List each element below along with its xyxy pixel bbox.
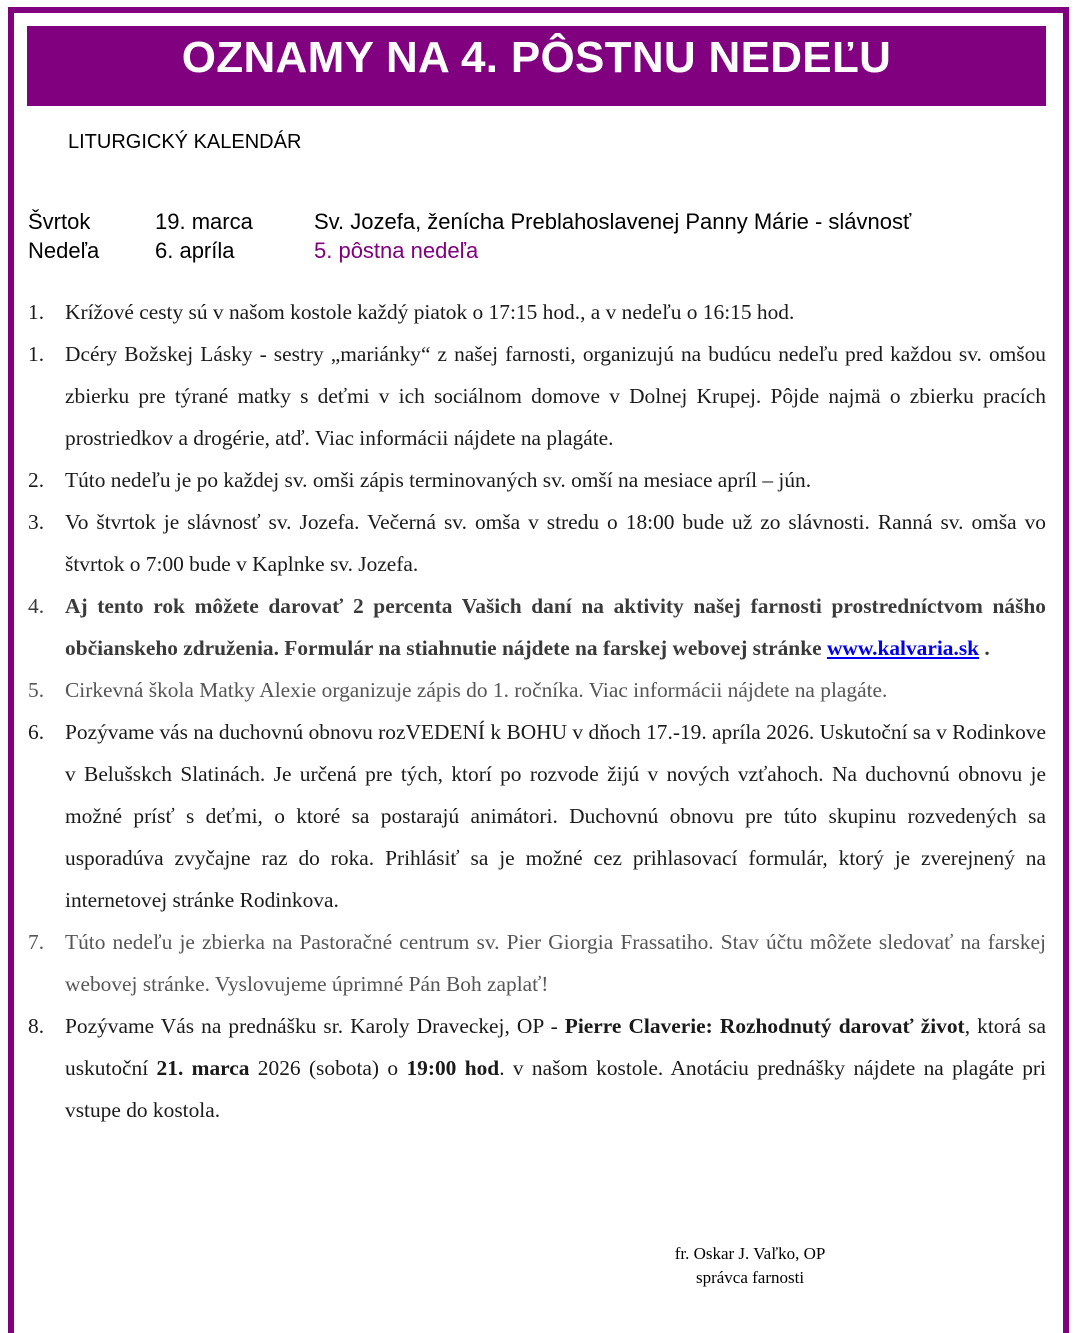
announcement-item xyxy=(28,459,1046,501)
announcement-number: 6. xyxy=(28,720,45,744)
page-title-text: OZNAMY NA 4. PÔSTNU NEDEĽU xyxy=(181,33,892,82)
announcements-list xyxy=(28,291,1046,1131)
calendar-date: 19. marca xyxy=(155,209,253,234)
calendar-row xyxy=(28,207,911,236)
announcement-item xyxy=(28,669,1046,711)
lecture-title: Pierre Claverie: Rozhodnutý darovať život xyxy=(564,1014,965,1038)
text-part: . v našom kostole. Anotáciu prednášky nájdete na plagáte pri vstupe do kostola. xyxy=(65,1056,1046,1122)
liturgical-calendar-heading: LITURGICKÝ KALENDÁR xyxy=(68,131,302,153)
page-title xyxy=(27,26,1046,106)
liturgical-calendar xyxy=(28,207,911,265)
announcement-text: Dcéry Božskej Lásky - sestry „mariánky“ z našej farnosti, organizujú na budúcu nedeľu pred každou sv. omšou zbierku pre týrané matky s deťmi v ich sociálnom domove v Dolnej Krupej. Pôjde najmä o zbierku pracích prostriedkov a drogérie, atď. Viac informácii nájdete na plagáte. xyxy=(65,342,1046,450)
signature-name: fr. Oskar J. Vaľko, OP xyxy=(674,1244,826,1263)
announcement-text: Krížové cesty sú v našom kostole každý piatok o 17:15 hod., a v nedeľu o 16:15 hod. xyxy=(65,300,795,324)
announcement-number: 4. xyxy=(28,594,45,618)
announcement-item xyxy=(28,711,1046,921)
announcement-text-end: . xyxy=(979,636,990,660)
announcement-text: Cirkevná škola Matky Alexie organizuje zápis do 1. ročníka. Viac informácii nájdete na plagáte. xyxy=(65,678,888,702)
text-part: , ktorá sa uskutoční xyxy=(65,1014,1046,1080)
signature-role: správca farnosti xyxy=(695,1268,805,1287)
announcement-number: 1. xyxy=(28,342,45,366)
announcement-number: 1. xyxy=(28,300,45,324)
announcement-number: 2. xyxy=(28,468,45,492)
announcement-item xyxy=(28,291,1046,333)
calendar-day: Nedeľa xyxy=(28,238,100,263)
calendar-event: Sv. Jozefa, ženícha Preblahoslavenej Panny Márie - slávnosť xyxy=(314,209,912,234)
announcement-number: 5. xyxy=(28,678,45,702)
announcement-text: Túto nedeľu je po každej sv. omši zápis terminovaných sv. omší na mesiace apríl – jún. xyxy=(65,468,812,492)
announcement-item xyxy=(28,333,1046,459)
signature xyxy=(600,1242,900,1290)
calendar-day: Švrtok xyxy=(28,209,91,234)
announcement-text: Vo štvrtok je slávnosť sv. Jozefa. Večerná sv. omša v stredu o 18:00 bude už zo slávnosti. Ranná sv. omša vo štvrtok o 7:00 bude v Kaplnke sv. Jozefa. xyxy=(65,510,1046,576)
text-part: Pozývame Vás na prednášku sr. Karoly Draveckej, OP - xyxy=(65,1014,565,1038)
announcement-item xyxy=(28,501,1046,585)
text-part: 2026 (sobota) o xyxy=(249,1056,407,1080)
announcement-text xyxy=(65,1005,1046,1131)
lecture-date: 21. marca xyxy=(156,1056,250,1080)
website-link[interactable]: www.kalvaria.sk xyxy=(826,636,980,660)
announcement-text xyxy=(65,585,1046,669)
calendar-event: 5. pôstna nedeľa xyxy=(314,238,479,263)
announcement-number: 3. xyxy=(28,510,45,534)
announcement-item xyxy=(28,1005,1046,1131)
announcement-text: Pozývame vás na duchovnú obnovu rozVEDENÍ k BOHU v dňoch 17.-19. apríla 2026. Uskutoční sa v Rodinkove v Belušskch Slatinách. Je určená pre tých, ktorí po rozvode žijú v nových vzťahoch. Na duchovnú obnovu je možné prísť s deťmi, o ktoré sa postarajú animátori. Duchovnú obnovu pre túto skupinu rozvedených sa usporadúva zvyčajne raz do roka. Prihlásiť sa je možné cez prihlasovací formulár, ktorý je zverejnený na internetovej stránke Rodinkova. xyxy=(65,720,1046,912)
lecture-time: 19:00 hod xyxy=(406,1056,500,1080)
announcement-number: 7. xyxy=(28,930,45,954)
calendar-row xyxy=(28,236,911,265)
announcement-item xyxy=(28,585,1046,669)
announcement-text-body: Aj tento rok môžete darovať 2 percenta Vašich daní na aktivity našej farnosti prostredníctvom nášho občianskeho združenia. Formulár na stiahnutie nájdete na farskej webovej stránke xyxy=(65,594,1046,660)
calendar-date: 6. apríla xyxy=(155,238,235,263)
announcement-text: Túto nedeľu je zbierka na Pastoračné centrum sv. Pier Giorgia Frassatiho. Stav účtu môžete sledovať na farskej webovej stránke. Vyslovujeme úprimné Pán Boh zaplať! xyxy=(65,930,1046,996)
announcement-item xyxy=(28,921,1046,1005)
announcement-number: 8. xyxy=(28,1014,45,1038)
